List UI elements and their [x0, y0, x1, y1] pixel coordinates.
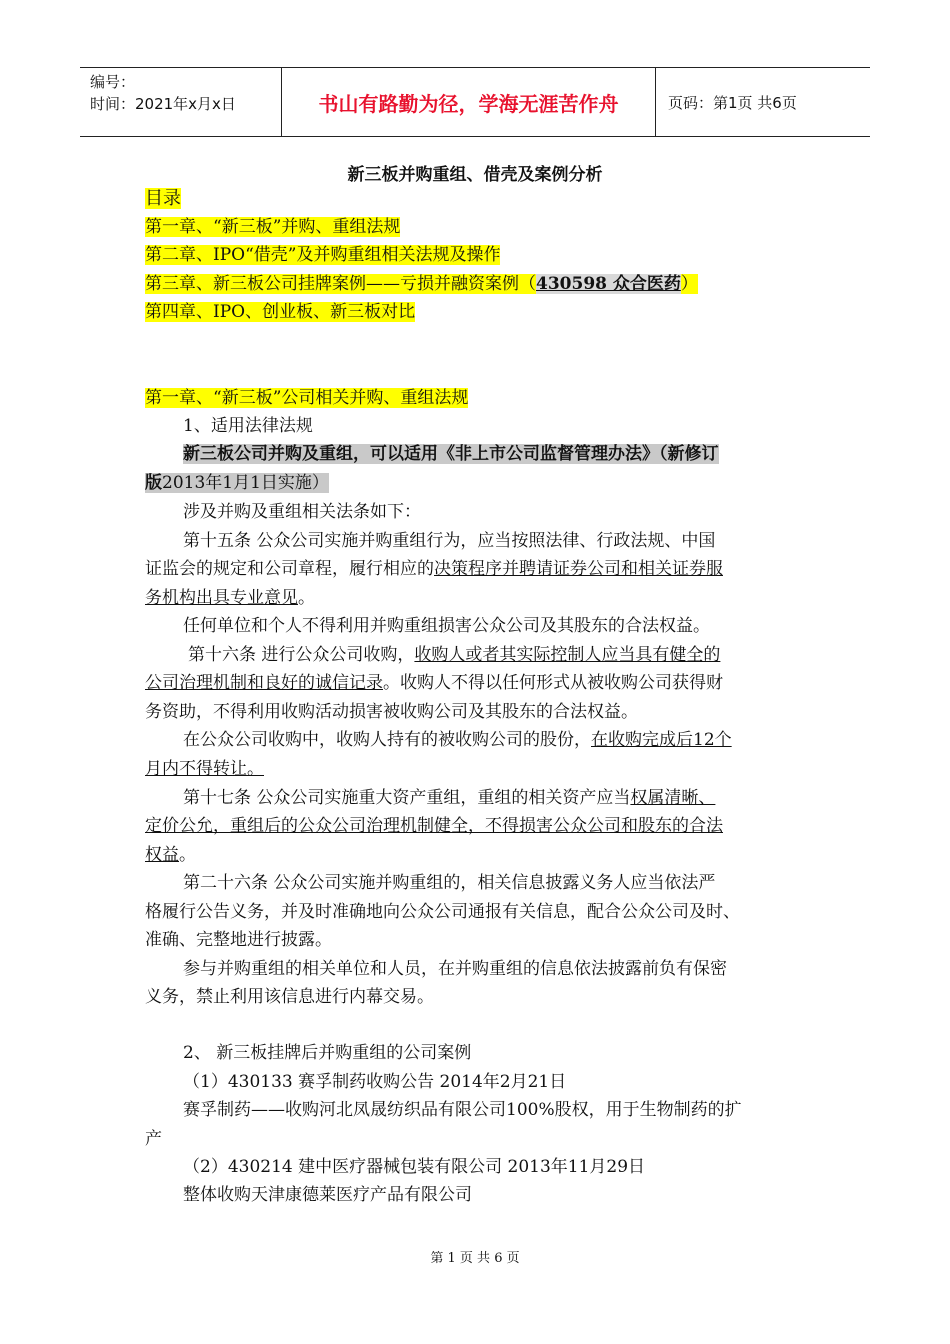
article-15-line-b: 证监会的规定和公司章程，履行相应的决策程序并聘请证券公司和相关证券服	[145, 559, 723, 579]
subsection-1-heading: 1、适用法律法规	[183, 416, 313, 436]
case-1-title: （1）430133 赛孚制药收购公告 2014年2月21日	[183, 1072, 567, 1092]
article-26-line-a: 第二十六条 公众公司实施并购重组的，相关信息披露义务人应当依法严	[183, 873, 716, 893]
subsection-2-heading: 2、 新三板挂牌后并购重组的公司案例	[183, 1043, 472, 1063]
article-15-line-d: 任何单位和个人不得利用并购重组损害公众公司及其股东的合法权益。	[183, 616, 710, 636]
article-16-line-c: 务资助，不得利用收购活动损害被收购公司及其股东的合法权益。	[145, 702, 638, 722]
case-2-title: （2）430214 建中医疗器械包装有限公司 2013年11月29日	[183, 1157, 646, 1177]
para-2: 涉及并购及重组相关法条如下：	[183, 502, 421, 522]
page-header-table	[80, 67, 870, 137]
page-footer: 第 1 页 共 6 页	[430, 1251, 520, 1266]
time-label: 时间：2021年x月x日	[90, 95, 236, 113]
number-label: 编号：	[90, 73, 136, 91]
article-26-line-b: 格履行公告义务，并及时准确地向公众公司通报有关信息，配合公众公司及时、	[145, 902, 740, 922]
article-16-line-a: 第十六条 进行公众公司收购，收购人或者其实际控制人应当具有健全的	[188, 645, 721, 665]
article-16-line-d: 在公众公司收购中，收购人持有的被收购公司的股份，在收购完成后12个	[183, 730, 732, 750]
header-motto: 书山有路勤为径，学海无涯苦作舟	[282, 68, 656, 136]
case-1-line-a: 赛孚制药——收购河北凤晟纺织品有限公司100%股权，用于生物制药的扩	[183, 1100, 742, 1120]
document-title: 新三板并购重组、借壳及案例分析	[347, 165, 603, 185]
para-1-line-a: 新三板公司并购及重组，可以适用《非上市公司监督管理办法》（新修订	[183, 444, 719, 464]
article-26-line-e: 义务，禁止利用该信息进行内幕交易。	[145, 987, 434, 1007]
article-15-line-a: 第十五条 公众公司实施并购重组行为，应当按照法律、行政法规、中国	[183, 531, 716, 551]
article-26-line-d: 参与并购重组的相关单位和人员，在并购重组的信息依法披露前负有保密	[183, 959, 727, 979]
toc-item-ch1[interactable]: 第一章、“新三板”并购、重组法规	[145, 217, 401, 237]
section1-heading: 第一章、“新三板”公司相关并购、重组法规	[145, 388, 469, 408]
case-2-line-a: 整体收购天津康德莱医疗产品有限公司	[183, 1185, 472, 1205]
article-17-line-c: 权益。	[145, 845, 196, 865]
toc-item-ch2[interactable]: 第二章、IPO“借壳”及并购重组相关法规及操作	[145, 245, 501, 265]
toc-ch3-company-link[interactable]: 430598 众合医药	[536, 274, 681, 294]
toc-item-ch3[interactable]: 第三章、新三板公司挂牌案例——亏损并融资案例（430598 众合医药）	[145, 274, 698, 294]
case-1-line-b: 产	[145, 1129, 162, 1149]
article-16-line-b: 公司治理机制和良好的诚信记录。收购人不得以任何形式从被收购公司获得财	[145, 673, 723, 693]
article-17-line-b: 定价公允，重组后的公众公司治理机制健全，不得损害公众公司和股东的合法	[145, 816, 723, 836]
article-17-line-a: 第十七条 公众公司实施重大资产重组，重组的相关资产应当权属清晰、	[183, 788, 716, 808]
toc-heading: 目录	[145, 188, 181, 209]
article-26-line-c: 准确、完整地进行披露。	[145, 930, 332, 950]
para-1-line-b: 版2013年1月1日实施）	[145, 473, 329, 493]
header-meta-cell	[80, 68, 282, 136]
toc-item-ch4[interactable]: 第四章、IPO、创业板、新三板对比	[145, 302, 416, 322]
article-16-line-e: 月内不得转让。	[145, 759, 264, 779]
article-15-line-c: 务机构出具专业意见。	[145, 588, 315, 608]
header-page-label: 页码：第1页 共6页	[668, 93, 797, 112]
